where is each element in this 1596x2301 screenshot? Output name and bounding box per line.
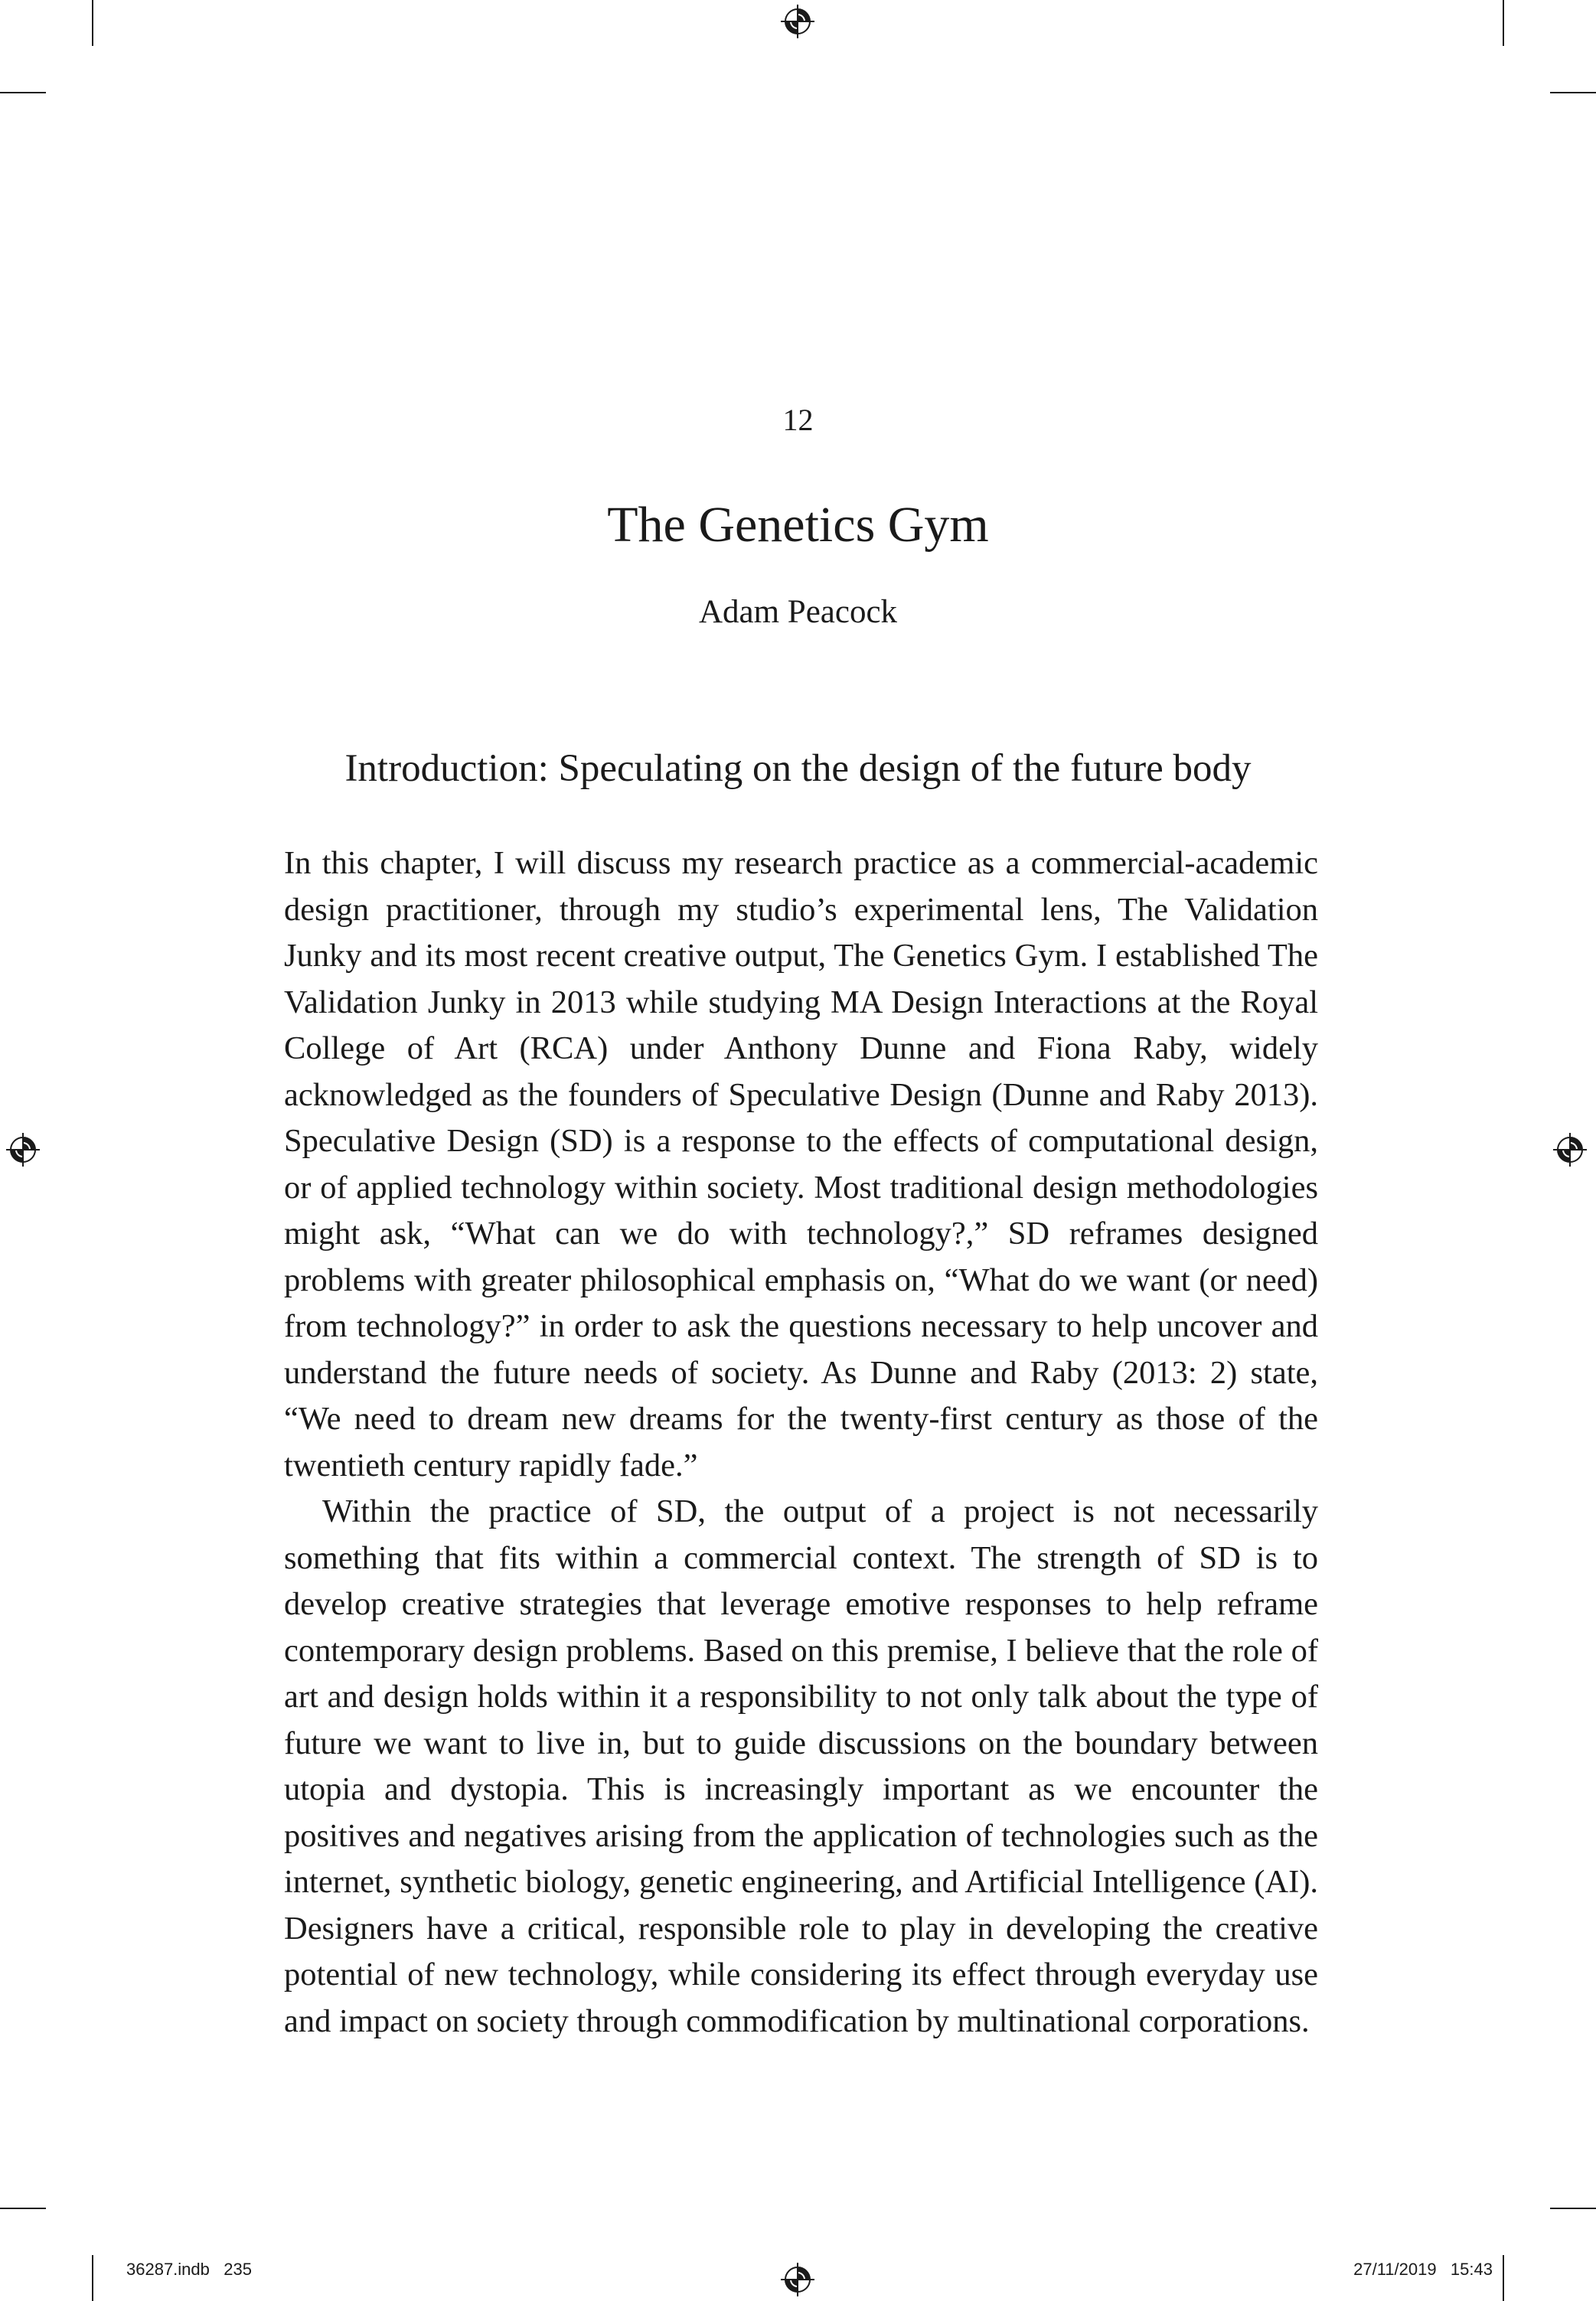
section-heading: Introduction: Speculating on the design of the future body (344, 747, 1252, 790)
paragraph-1: In this chapter, I will discuss my research practice as a commercial-academic design practitioner, through my studio’s experimental lens, The Validation Junky and its most recent creative output, The Genetics Gym. I established The Validation Junky in 2013 while studying MA Design Interactions at the Royal College of Art (RCA) under Anthony Dunne and Fiona Raby, widely acknowledged as the founders of Speculative Design (Dunne and Raby 2013). Speculative Design (SD) is a response to the effects of computational design, or of applied technology within society. Most traditional design methodologies might ask, “What can we do with technology?,” SD reframes designed problems with greater philosophical emphasis on, “What do we want (or need) from technology?” in order to ask the questions necessary to help uncover and understand the future needs of society. As Dunne and Raby (2013: 2) state, “We need to dream new dreams for the twenty-first century as those of the twentieth century rapidly fade.” (284, 845, 1318, 1483)
registration-mark-left-icon (6, 1133, 40, 1167)
registration-mark-bottom-icon (781, 2263, 814, 2296)
chapter-number: 12 (782, 403, 814, 437)
paragraph-2: Within the practice of SD, the output of a project is not necessarily something that fits within a commercial context. The strength of SD is to develop creative strategies that leverage emotive responses to help reframe contemporary design problems. Based on this premise, I believe that the role of art and design holds within it a responsibility to not only talk about the type of future we want to live in, but to guide discussions on the boundary between utopia and dystopia. This is increasingly important as we encounter the positives and negatives arising from the application of technologies such as the internet, synthetic biology, genetic engineering, and Artificial Intelligence (AI). Designers have a critical, responsible role to play in developing the creative potential of new technology, while considering its effect through everyday use and impact on society through commodification by multinational corporations. (284, 1493, 1318, 2039)
chapter-author: Adam Peacock (698, 594, 898, 630)
crop-mark-left-top (0, 92, 46, 93)
crop-mark-top-left (92, 0, 93, 46)
registration-mark-top-icon (781, 5, 814, 38)
slug-datetime: 27/11/2019 15:43 (1353, 2260, 1493, 2279)
body-text (284, 840, 1318, 2045)
crop-mark-bottom-right (1503, 2255, 1504, 2301)
crop-mark-right-bottom (1550, 2208, 1596, 2209)
crop-mark-bottom-left (92, 2255, 93, 2301)
registration-mark-right-icon (1553, 1133, 1587, 1167)
slug-file-info: 36287.indb 235 (126, 2260, 252, 2279)
crop-mark-left-bottom (0, 2208, 46, 2209)
chapter-title: The Genetics Gym (607, 497, 989, 553)
crop-mark-top-right (1503, 0, 1504, 46)
crop-mark-right-top (1550, 92, 1596, 93)
